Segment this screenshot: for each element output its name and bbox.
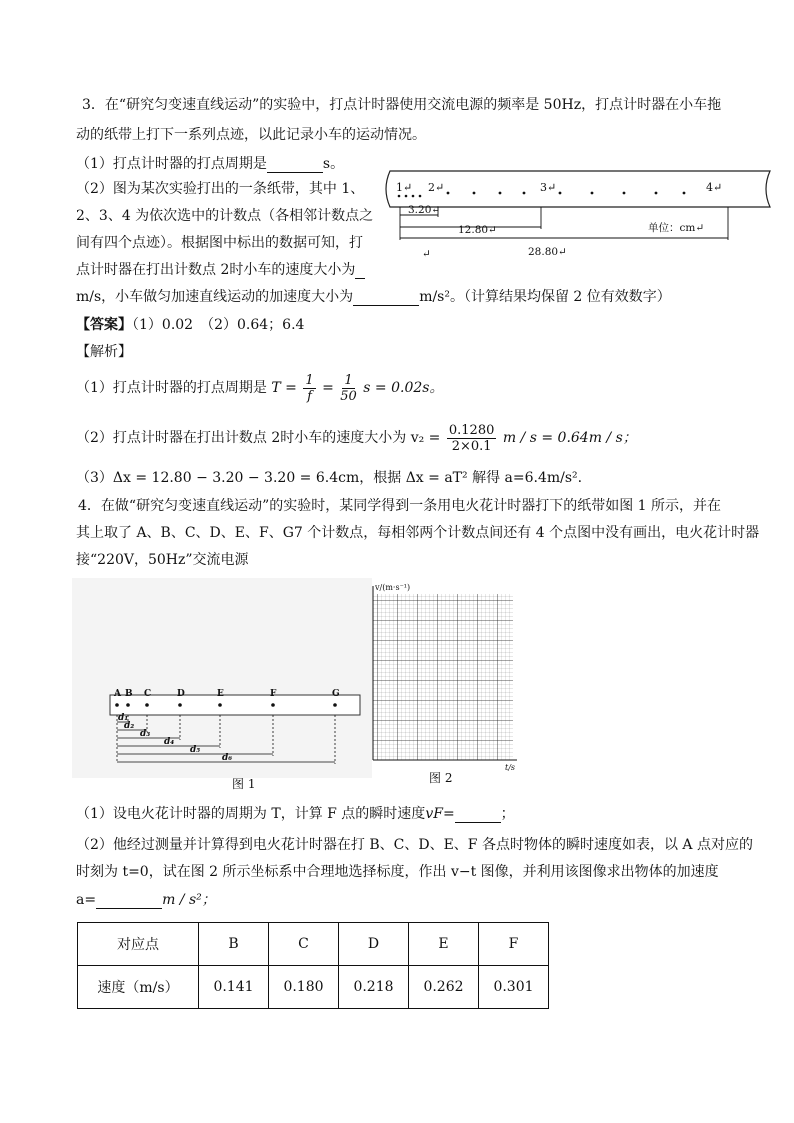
fig1-d1: d₁ xyxy=(118,713,129,723)
q3-part2-line5 xyxy=(76,288,671,306)
tape-label-3: 3↵ xyxy=(540,181,557,194)
fig1-point-f: F xyxy=(270,689,277,699)
q3-part2-line4 xyxy=(76,261,365,279)
q3-accel-blank[interactable] xyxy=(353,291,419,306)
q4-line2: 其上取了 A、B、C、D、E、F、G7 个计数点，每相邻两个计数点间还有 4 个点图中没有画出，电火花计时器 xyxy=(76,525,760,541)
analysis-1 xyxy=(76,370,443,406)
analysis-1-result: s = 0.02s。 xyxy=(363,380,444,396)
fig2-xlabel: t/s xyxy=(505,763,516,772)
table-header-cell: B xyxy=(199,923,269,966)
table-cell: 0.141 xyxy=(199,966,269,1009)
q4-part1-eq: = xyxy=(442,806,455,822)
fig1-point-c: C xyxy=(144,689,152,699)
q3-tape-figure xyxy=(378,165,778,265)
q3-part2-line3: 间有四个点迹）。根据图中标出的数据可知，打 xyxy=(76,235,363,251)
table-cell: 0.218 xyxy=(339,966,409,1009)
q3-part2-line4-text: 点计时器在打出计数点 2时小车的速度大小为 xyxy=(76,262,356,278)
tape-return-mark: ↵ xyxy=(422,248,431,260)
q4-line3: 接“220V，50Hz”交流电源 xyxy=(76,552,249,568)
q4-part1-text: （1）设电火花计时器的周期为 T，计算 F 点的瞬时速度 xyxy=(76,806,426,822)
analysis-2 xyxy=(76,420,637,456)
fig1-d4: d₄ xyxy=(164,737,175,747)
q3-part1-blank[interactable] xyxy=(267,158,323,173)
q4-part1-var: vF xyxy=(425,806,443,822)
q4-figure1 xyxy=(72,578,372,793)
q4-part2-line3 xyxy=(76,891,216,909)
fig2-ylabel: v/(m·s⁻¹) xyxy=(375,583,411,592)
q3-part1-unit: s。 xyxy=(322,156,345,172)
tape-label-4: 4↵ xyxy=(706,181,723,194)
analysis-2-prefix: （2）打点计时器在打出计数点 2时小车的速度大小为 v₂ = xyxy=(76,430,441,446)
q3-part2-line1: （2）图为某次实验打出的一条纸带，其中 1、 xyxy=(76,181,365,197)
table-header-row xyxy=(78,923,549,966)
tape-label-2: 2↵ xyxy=(428,181,445,194)
q3-part2-line2: 2、3、4 为依次选中的计数点（各相邻计数点之 xyxy=(76,208,374,224)
tape-d1: 3.20↵ xyxy=(408,204,441,216)
q4-part1 xyxy=(76,805,515,823)
fig1-caption: 图 1 xyxy=(232,777,256,791)
tape-label-1: 1↵ xyxy=(396,181,413,194)
q4-part2-line1: （2）他经过测量并计算得到电火花计时器在打 B、C、D、E、F 各点时物体的瞬时速度如表，以 A 点对应的 xyxy=(76,837,753,853)
table-row xyxy=(78,966,549,1009)
analysis-1-frac1 xyxy=(303,373,315,404)
answer-label: 【答案】 xyxy=(76,317,132,333)
q4-line1: 4．在做“研究匀变速直线运动”的实验时，某同学得到一条用电火花计时器打下的纸带如图 1 所示，并在 xyxy=(78,498,722,514)
frac1-num: 1 xyxy=(305,372,314,388)
table-header-cell: D xyxy=(339,923,409,966)
fig2-caption: 图 2 xyxy=(429,771,453,785)
frac2-num: 1 xyxy=(344,372,353,388)
analysis-1-T: T = xyxy=(271,380,297,396)
q4-vf-blank[interactable] xyxy=(455,808,501,823)
tape-unit: 单位：cm↵ xyxy=(648,222,705,234)
fig2-grid xyxy=(373,594,513,760)
velocity-table xyxy=(77,922,549,1009)
table-header-cell: F xyxy=(479,923,549,966)
q3-answer xyxy=(76,316,304,334)
analysis-2-frac xyxy=(447,423,497,454)
tape-d2: 12.80↵ xyxy=(458,224,497,236)
q3-part1 xyxy=(76,155,344,173)
q4-part2-line3b: m / s²； xyxy=(162,892,216,908)
analysis-label: 【解析】 xyxy=(76,344,132,360)
answer-text: （1）0.02 （2）0.64；6.4 xyxy=(132,317,305,333)
q3-velocity-blank[interactable] xyxy=(355,264,365,279)
fig1-d2: d₂ xyxy=(124,721,135,731)
q3-part1-text: （1）打点计时器的打点周期是 xyxy=(76,156,267,172)
q3-line1: 3．在“研究匀变速直线运动”的实验中，打点计时器使用交流电源的频率是 50Hz，打点计时器在小车拖 xyxy=(82,97,722,113)
analysis-2-result: m / s = 0.64m / s； xyxy=(502,430,637,446)
analysis-1-frac2 xyxy=(340,373,357,404)
fig1-point-g: G xyxy=(332,689,340,699)
fig1-d6: d₆ xyxy=(222,753,233,763)
fig1-point-a: A xyxy=(114,689,121,699)
q3-part2-line5b: m/s²。（计算结果均保留 2 位有效数字） xyxy=(419,289,671,305)
table-cell: 速度（m/s） xyxy=(78,966,199,1009)
frac2-den: 50 xyxy=(340,388,357,404)
frac1-den: f xyxy=(307,388,312,404)
table-header-cell: E xyxy=(409,923,479,966)
q4-figure2 xyxy=(357,580,519,790)
fig1-point-e: E xyxy=(217,689,224,699)
q4-accel-blank[interactable] xyxy=(96,894,162,909)
q4-part2-line3a: a= xyxy=(76,892,97,908)
q4-part1-end: ； xyxy=(500,806,515,822)
fig1-d3: d₃ xyxy=(140,729,151,739)
analysis-1-prefix: （1）打点计时器的打点周期是 xyxy=(76,380,267,396)
q3-part2-line5a: m/s，小车做匀加速直线运动的加速度大小为 xyxy=(76,289,354,305)
table-header-cell: 对应点 xyxy=(78,923,199,966)
fig1-d5: d₅ xyxy=(190,745,201,755)
analysis-1-eq: = xyxy=(322,380,334,396)
analysis-3: （3）Δx = 12.80 − 3.20 − 3.20 = 6.4cm，根据 Δx = aT² 解得 a=6.4m/s². xyxy=(76,470,583,486)
frac3-den: 2×0.1 xyxy=(451,438,492,454)
tape-d3: 28.80↵ xyxy=(528,246,567,258)
table-cell: 0.180 xyxy=(269,966,339,1009)
fig1-point-b: B xyxy=(125,689,133,699)
fig1-point-d: D xyxy=(177,689,185,699)
frac3-num: 0.1280 xyxy=(448,422,495,438)
q4-part2-line2: 时刻为 t=0，试在图 2 所示坐标系中合理地选择标度，作出 v−t 图像，并利用该图像求出物体的加速度 xyxy=(76,864,719,880)
table-cell: 0.262 xyxy=(409,966,479,1009)
q3-line2: 动的纸带上打下一系列点迹，以此记录小车的运动情况。 xyxy=(76,127,426,143)
table-cell: 0.301 xyxy=(479,966,549,1009)
table-header-cell: C xyxy=(269,923,339,966)
